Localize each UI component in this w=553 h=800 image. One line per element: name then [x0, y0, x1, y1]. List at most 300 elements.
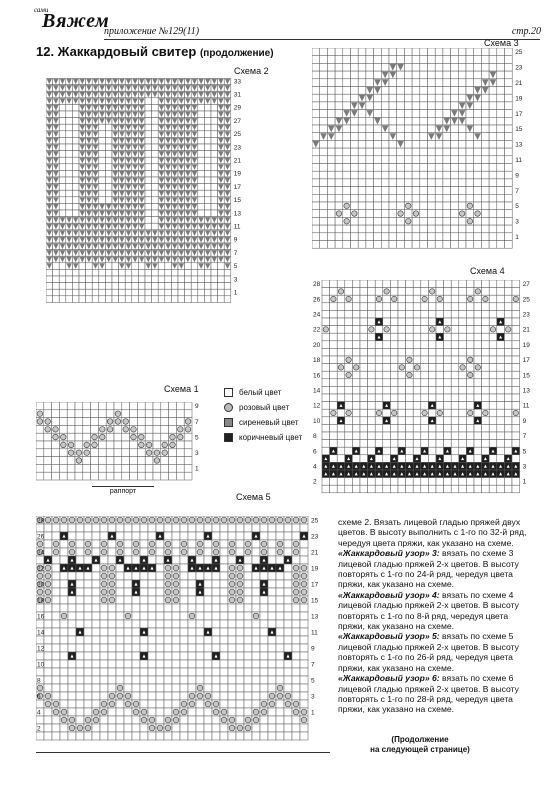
- stitch-cell: [421, 402, 429, 410]
- stitch-cell: [360, 333, 368, 341]
- stitch-cell: [330, 356, 338, 364]
- stitch-cell: [180, 684, 188, 692]
- stitch-cell: [383, 295, 391, 303]
- stitch-cell: [153, 441, 161, 449]
- stitch-cell: [98, 464, 106, 472]
- stitch-cell: [59, 449, 67, 457]
- circle-symbol: [429, 327, 434, 332]
- stitch-cell: [497, 371, 505, 379]
- stitch-cell: [145, 210, 152, 217]
- stitch-cell: [145, 190, 152, 197]
- stitch-cell: [459, 318, 467, 326]
- stitch-cell: [180, 724, 188, 732]
- stitch-cell: [497, 133, 505, 141]
- stitch-cell: [53, 289, 60, 296]
- stitch-cell: [204, 296, 211, 303]
- circle-symbol: [93, 717, 99, 723]
- stitch-cell: [44, 402, 52, 410]
- circle-symbol: [429, 289, 434, 294]
- stitch-cell: [196, 652, 204, 660]
- stitch-cell: [466, 394, 474, 402]
- circle-symbol: [344, 203, 350, 209]
- stitch-cell: [106, 464, 114, 472]
- stitch-cell: [132, 296, 139, 303]
- stitch-cell: [352, 386, 360, 394]
- stitch-cell: [358, 48, 366, 56]
- stitch-cell: [435, 210, 443, 218]
- stitch-cell: [148, 524, 156, 532]
- stitch-cell: [404, 233, 412, 241]
- stitch-cell: [330, 455, 338, 463]
- stitch-cell: [420, 48, 428, 56]
- stitch-cell: [345, 478, 353, 486]
- row-number: 8: [37, 677, 41, 685]
- stitch-cell: [352, 318, 360, 326]
- stitch-cell: [106, 449, 114, 457]
- circle-symbol: [189, 613, 195, 619]
- stitch-cell: [244, 596, 252, 604]
- circle-symbol: [45, 693, 51, 699]
- stitch-cell: [481, 48, 489, 56]
- circle-symbol: [76, 450, 82, 456]
- stitch-cell: [198, 111, 205, 118]
- stitch-cell: [116, 604, 124, 612]
- stitch-cell: [198, 157, 205, 164]
- stitch-cell: [204, 708, 212, 716]
- stitch-cell: [474, 440, 482, 448]
- stitch-cell: [451, 402, 459, 410]
- stitch-cell: [489, 179, 497, 187]
- stitch-cell: [132, 596, 140, 604]
- stitch-cell: [211, 210, 218, 217]
- stitch-cell: [124, 724, 132, 732]
- stitch-cell: [389, 56, 397, 64]
- row-number: 21: [311, 549, 319, 557]
- stitch-cell: [428, 447, 436, 455]
- stitch-cell: [36, 716, 44, 724]
- stitch-cell: [72, 269, 79, 276]
- stitch-cell: [59, 177, 66, 184]
- stitch-cell: [132, 636, 140, 644]
- stitch-cell: [428, 432, 436, 440]
- stitch-cell: [374, 48, 382, 56]
- stitch-cell: [292, 652, 300, 660]
- stitch-cell: [413, 409, 421, 417]
- stitch-cell: [284, 540, 292, 548]
- stitch-cell: [91, 472, 99, 480]
- stitch-cell: [474, 447, 482, 455]
- stitch-cell: [390, 371, 398, 379]
- circle-symbol: [229, 517, 235, 523]
- stitch-cell: [374, 156, 382, 164]
- stitch-cell: [204, 572, 212, 580]
- stitch-cell: [300, 724, 308, 732]
- stitch-cell: [444, 424, 452, 432]
- stitch-cell: [188, 644, 196, 652]
- stitch-cell: [188, 708, 196, 716]
- stitch-cell: [421, 394, 429, 402]
- stitch-cell: [489, 417, 497, 425]
- row-number: 17: [515, 110, 523, 118]
- stitch-cell: [443, 156, 451, 164]
- stitch-cell: [374, 241, 382, 249]
- stitch-cell: [220, 548, 228, 556]
- stitch-cell: [152, 269, 159, 276]
- stitch-cell: [60, 700, 68, 708]
- stitch-cell: [381, 194, 389, 202]
- stitch-cell: [164, 604, 172, 612]
- stitch-cell: [413, 295, 421, 303]
- stitch-cell: [330, 310, 338, 318]
- stitch-cell: [204, 604, 212, 612]
- stitch-cell: [504, 303, 512, 311]
- stitch-cell: [320, 225, 328, 233]
- stitch-cell: [148, 668, 156, 676]
- stitch-cell: [148, 612, 156, 620]
- stitch-cell: [66, 190, 73, 197]
- stitch-cell: [59, 402, 67, 410]
- circle-symbol: [197, 517, 203, 523]
- stitch-cell: [204, 644, 212, 652]
- circle-symbol: [101, 517, 107, 523]
- stitch-cell: [125, 269, 132, 276]
- stitch-cell: [435, 71, 443, 79]
- stitch-cell: [36, 464, 44, 472]
- stitch-cell: [72, 190, 79, 197]
- stitch-cell: [504, 447, 512, 455]
- stitch-cell: [489, 110, 497, 118]
- circle-symbol: [405, 218, 411, 224]
- stitch-cell: [220, 644, 228, 652]
- stitch-cell: [244, 700, 252, 708]
- circle-symbol: [157, 725, 163, 731]
- stitch-cell: [84, 572, 92, 580]
- stitch-cell: [489, 125, 497, 133]
- circle-symbol: [285, 693, 291, 699]
- stitch-cell: [444, 485, 452, 493]
- stitch-cell: [169, 472, 177, 480]
- stitch-cell: [343, 241, 351, 249]
- stitch-cell: [489, 485, 497, 493]
- circle-symbol: [422, 410, 427, 415]
- stitch-cell: [406, 432, 414, 440]
- stitch-cell: [505, 179, 513, 187]
- stitch-cell: [100, 684, 108, 692]
- stitch-cell: [204, 190, 211, 197]
- row-number: 24: [37, 549, 45, 557]
- stitch-cell: [358, 210, 366, 218]
- stitch-cell: [211, 151, 218, 158]
- stitch-cell: [420, 56, 428, 64]
- stitch-cell: [482, 386, 490, 394]
- circle-symbol: [165, 597, 171, 603]
- stitch-cell: [330, 478, 338, 486]
- stitch-cell: [284, 660, 292, 668]
- stitch-cell: [198, 144, 205, 151]
- color-legend: [224, 388, 314, 448]
- stitch-cell: [512, 288, 520, 296]
- stitch-cell: [397, 117, 405, 125]
- stitch-cell: [404, 63, 412, 71]
- circle-symbol: [205, 701, 211, 707]
- stitch-cell: [169, 425, 177, 433]
- stitch-cell: [108, 524, 116, 532]
- stitch-cell: [320, 63, 328, 71]
- stitch-cell: [172, 644, 180, 652]
- stitch-cell: [482, 341, 490, 349]
- stitch-cell: [482, 318, 490, 326]
- stitch-cell: [381, 241, 389, 249]
- circle-symbol: [301, 565, 307, 571]
- stitch-cell: [428, 485, 436, 493]
- legend-white: белый цвет: [224, 388, 314, 397]
- stitch-cell: [53, 263, 60, 270]
- circle-symbol: [149, 541, 155, 547]
- s2-grid: [46, 78, 247, 304]
- stitch-cell: [444, 303, 452, 311]
- stitch-cell: [124, 588, 132, 596]
- stitch-cell: [343, 125, 351, 133]
- stitch-cell: [132, 628, 140, 636]
- stitch-cell: [345, 447, 353, 455]
- stitch-cell: [105, 170, 112, 177]
- stitch-cell: [398, 356, 406, 364]
- stitch-cell: [252, 692, 260, 700]
- stitch-cell: [220, 636, 228, 644]
- stitch-cell: [451, 217, 459, 225]
- stitch-cell: [390, 303, 398, 311]
- stitch-cell: [100, 532, 108, 540]
- stitch-cell: [428, 56, 436, 64]
- stitch-cell: [374, 179, 382, 187]
- stitch-cell: [404, 102, 412, 110]
- circle-symbol: [125, 517, 131, 523]
- stitch-cell: [489, 241, 497, 249]
- circle-symbol: [253, 517, 259, 523]
- stitch-cell: [489, 63, 497, 71]
- stitch-cell: [327, 148, 335, 156]
- stitch-cell: [76, 652, 84, 660]
- stitch-cell: [176, 410, 184, 418]
- stitch-cell: [220, 596, 228, 604]
- stitch-cell: [337, 333, 345, 341]
- stitch-cell: [44, 684, 52, 692]
- stitch-cell: [312, 171, 320, 179]
- stitch-cell: [368, 485, 376, 493]
- stitch-cell: [489, 379, 497, 387]
- stitch-cell: [176, 464, 184, 472]
- stitch-cell: [79, 296, 86, 303]
- stitch-cell: [156, 652, 164, 660]
- stitch-cell: [512, 432, 520, 440]
- stitch-cell: [276, 588, 284, 596]
- stitch-cell: [44, 524, 52, 532]
- stitch-cell: [466, 326, 474, 334]
- stitch-cell: [178, 296, 185, 303]
- stitch-cell: [343, 179, 351, 187]
- stitch-cell: [260, 604, 268, 612]
- stitch-cell: [481, 117, 489, 125]
- stitch-cell: [397, 48, 405, 56]
- stitch-cell: [505, 202, 513, 210]
- stitch-cell: [72, 164, 79, 171]
- circle-symbol: [173, 709, 179, 715]
- stitch-cell: [284, 732, 292, 740]
- stitch-cell: [72, 177, 79, 184]
- stitch-cell: [196, 532, 204, 540]
- stitch-cell: [352, 303, 360, 311]
- stitch-cell: [406, 455, 414, 463]
- stitch-cell: [152, 223, 159, 230]
- stitch-cell: [444, 341, 452, 349]
- stitch-cell: [59, 104, 66, 111]
- stitch-cell: [360, 379, 368, 387]
- stitch-cell: [185, 263, 192, 270]
- stitch-cell: [44, 540, 52, 548]
- stitch-cell: [404, 48, 412, 56]
- stitch-cell: [224, 296, 231, 303]
- stitch-cell: [99, 289, 106, 296]
- stitch-cell: [322, 409, 330, 417]
- stitch-cell: [300, 692, 308, 700]
- stitch-cell: [188, 636, 196, 644]
- stitch-cell: [420, 225, 428, 233]
- stitch-cell: [428, 63, 436, 71]
- stitch-cell: [172, 612, 180, 620]
- circle-symbol: [157, 517, 163, 523]
- stitch-cell: [322, 478, 330, 486]
- stitch-cell: [140, 636, 148, 644]
- stitch-cell: [76, 596, 84, 604]
- stitch-cell: [358, 202, 366, 210]
- stitch-cell: [84, 644, 92, 652]
- row-number: 23: [515, 64, 523, 72]
- stitch-cell: [75, 433, 83, 441]
- stitch-cell: [398, 424, 406, 432]
- circle-symbol: [197, 541, 203, 547]
- stitch-cell: [66, 104, 73, 111]
- stitch-cell: [436, 394, 444, 402]
- stitch-cell: [124, 732, 132, 740]
- rapport-label: раппорт: [92, 486, 154, 495]
- stitch-cell: [374, 171, 382, 179]
- stitch-cell: [100, 668, 108, 676]
- stitch-cell: [236, 532, 244, 540]
- stitch-cell: [360, 485, 368, 493]
- stitch-cell: [428, 424, 436, 432]
- stitch-cell: [176, 472, 184, 480]
- stitch-cell: [466, 164, 474, 172]
- stitch-cell: [132, 276, 139, 283]
- stitch-cell: [137, 457, 145, 465]
- stitch-cell: [444, 280, 452, 288]
- circle-symbol: [253, 709, 259, 715]
- stitch-cell: [211, 124, 218, 131]
- row-number: 23: [311, 533, 319, 541]
- stitch-cell: [397, 133, 405, 141]
- stitch-cell: [105, 137, 112, 144]
- stitch-cell: [204, 596, 212, 604]
- row-number: 7: [522, 433, 527, 441]
- stitch-cell: [459, 478, 467, 486]
- stitch-cell: [165, 289, 172, 296]
- stitch-cell: [504, 417, 512, 425]
- stitch-cell: [505, 63, 513, 71]
- stitch-cell: [398, 485, 406, 493]
- stitch-cell: [152, 118, 159, 125]
- stitch-cell: [92, 604, 100, 612]
- stitch-cell: [228, 732, 236, 740]
- stitch-cell: [428, 156, 436, 164]
- stitch-cell: [481, 56, 489, 64]
- stitch-cell: [474, 303, 482, 311]
- stitch-cell: [53, 296, 60, 303]
- stitch-cell: [156, 556, 164, 564]
- stitch-cell: [459, 394, 467, 402]
- stitch-cell: [374, 125, 382, 133]
- stitch-cell: [84, 684, 92, 692]
- stitch-cell: [188, 652, 196, 660]
- stitch-cell: [374, 110, 382, 118]
- stitch-cell: [124, 556, 132, 564]
- circle-symbol: [229, 581, 235, 587]
- stitch-cell: [68, 532, 76, 540]
- stitch-cell: [451, 233, 459, 241]
- stitch-cell: [322, 424, 330, 432]
- stitch-cell: [420, 133, 428, 141]
- stitch-cell: [375, 424, 383, 432]
- circle-symbol: [229, 589, 235, 595]
- stitch-cell: [368, 310, 376, 318]
- circle-symbol: [165, 549, 171, 555]
- circle-symbol: [69, 717, 75, 723]
- stitch-cell: [474, 194, 482, 202]
- circle-symbol: [237, 573, 243, 579]
- scheme4-chart: [312, 280, 536, 495]
- stitch-cell: [458, 125, 466, 133]
- stitch-cell: [276, 604, 284, 612]
- stitch-cell: [504, 288, 512, 296]
- stitch-cell: [489, 94, 497, 102]
- stitch-cell: [335, 179, 343, 187]
- stitch-cell: [435, 179, 443, 187]
- stitch-cell: [44, 716, 52, 724]
- stitch-cell: [389, 225, 397, 233]
- stitch-cell: [375, 379, 383, 387]
- stitch-cell: [68, 636, 76, 644]
- stitch-cell: [389, 48, 397, 56]
- stitch-cell: [489, 56, 497, 64]
- stitch-cell: [474, 171, 482, 179]
- stitch-cell: [198, 296, 205, 303]
- stitch-cell: [86, 269, 93, 276]
- stitch-cell: [512, 394, 520, 402]
- stitch-cell: [171, 276, 178, 283]
- stitch-cell: [381, 202, 389, 210]
- stitch-cell: [68, 732, 76, 740]
- stitch-cell: [451, 341, 459, 349]
- stitch-cell: [497, 348, 505, 356]
- instruction-para: «Жаккардовый узор» 3: вязать по схеме 3 лицевой гладью пряжей 2-х цветов. В высоту повторять с 1-го по 24-й ряд, чередуя цвета пряжи, как указано на схеме.: [338, 548, 519, 590]
- circle-symbol: [133, 541, 139, 547]
- stitch-cell: [145, 203, 152, 210]
- stitch-cell: [260, 532, 268, 540]
- stitch-cell: [413, 432, 421, 440]
- stitch-cell: [212, 532, 220, 540]
- stitch-cell: [482, 348, 490, 356]
- stitch-cell: [68, 604, 76, 612]
- stitch-cell: [116, 700, 124, 708]
